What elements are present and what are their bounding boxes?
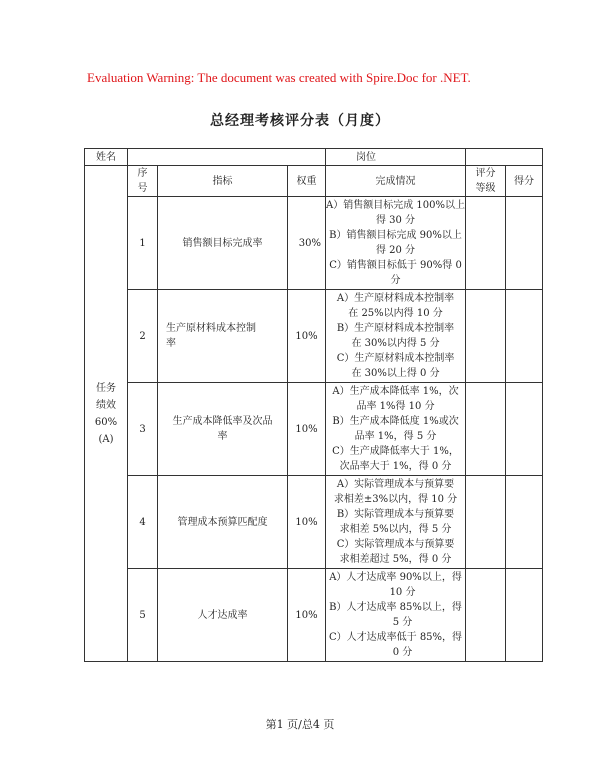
completion-line: B）生产成本降低度 1%或次 bbox=[332, 416, 459, 427]
row-completion bbox=[326, 290, 466, 383]
completion-line: 在 30%以内得 5 分 bbox=[351, 338, 440, 349]
position-label: 岗位 bbox=[326, 149, 466, 166]
completion-line: B）生产原材料成本控制率 bbox=[336, 323, 455, 334]
completion-line: C）实际管理成本与预算要 bbox=[336, 539, 455, 550]
row-indicator: 生产成本降低率及次品 率 bbox=[158, 383, 288, 476]
row-rating bbox=[466, 383, 506, 476]
position-field bbox=[466, 149, 543, 166]
completion-line: B）人才达成率 85%以上，得 bbox=[329, 602, 462, 613]
info-row bbox=[85, 149, 543, 166]
completion-line: A）生产原材料成本控制率 bbox=[336, 293, 455, 304]
name-label: 姓名 bbox=[85, 149, 128, 166]
completion-line: 5 分 bbox=[392, 617, 413, 628]
completion-line: 分 bbox=[390, 275, 401, 286]
completion-line: 在 25%以内得 10 分 bbox=[348, 308, 443, 319]
header-completion: 完成情况 bbox=[326, 166, 466, 197]
completion-line: 品率 1%得 10 分 bbox=[356, 401, 435, 412]
table-row bbox=[85, 197, 543, 290]
completion-line: 品率 1%，得 5 分 bbox=[354, 431, 437, 442]
row-indicator: 销售额目标完成率 bbox=[158, 197, 288, 290]
completion-line: 得 30 分 bbox=[375, 215, 416, 226]
header-indicator: 指标 bbox=[158, 166, 288, 197]
row-seq: 5 bbox=[128, 569, 158, 662]
completion-line: 在 30%以上得 0 分 bbox=[351, 368, 440, 379]
row-indicator: 人才达成率 bbox=[158, 569, 288, 662]
row-score bbox=[506, 197, 543, 290]
completion-line: A）销售额目标完成 100%以上 bbox=[326, 200, 466, 211]
completion-line: A）人才达成率 90%以上，得 bbox=[329, 572, 462, 583]
row-weight: 10% bbox=[288, 383, 326, 476]
header-seq: 序 号 bbox=[128, 166, 158, 197]
category-cell: 任务 绩效 60% (A) bbox=[85, 166, 128, 662]
completion-line: A）实际管理成本与预算要 bbox=[336, 479, 455, 490]
completion-line: C）销售额目标低于 90%得 0 bbox=[329, 260, 462, 271]
completion-line: C）生产原材料成本控制率 bbox=[336, 353, 455, 364]
table-row bbox=[85, 569, 543, 662]
row-seq: 1 bbox=[128, 197, 158, 290]
completion-line: 10 分 bbox=[389, 587, 416, 598]
completion-line: 得 20 分 bbox=[375, 245, 416, 256]
table-row bbox=[85, 383, 543, 476]
completion-line: C）人才达成率低于 85%，得 bbox=[328, 632, 463, 643]
header-weight: 权重 bbox=[288, 166, 326, 197]
row-rating bbox=[466, 197, 506, 290]
row-rating bbox=[466, 476, 506, 569]
row-weight: 10% bbox=[288, 569, 326, 662]
name-field bbox=[128, 149, 326, 166]
row-score bbox=[506, 569, 543, 662]
row-seq: 3 bbox=[128, 383, 158, 476]
row-seq: 4 bbox=[128, 476, 158, 569]
page-title: 总经理考核评分表（月度） bbox=[210, 113, 390, 129]
completion-line: 求相差 5%以内，得 5 分 bbox=[339, 524, 452, 535]
page-footer: 第1 页/总4 页 bbox=[265, 718, 335, 731]
table-row bbox=[85, 476, 543, 569]
row-score bbox=[506, 290, 543, 383]
table-row bbox=[85, 290, 543, 383]
completion-line: 次品率大于 1%，得 0 分 bbox=[339, 461, 452, 472]
row-score bbox=[506, 476, 543, 569]
row-rating bbox=[466, 290, 506, 383]
row-completion bbox=[326, 383, 466, 476]
completion-line: 求相差±3%以内，得 10 分 bbox=[333, 494, 458, 505]
header-score: 得分 bbox=[506, 166, 543, 197]
completion-line: 0 分 bbox=[392, 647, 413, 658]
header-row bbox=[85, 166, 543, 197]
row-indicator: 管理成本预算匹配度 bbox=[158, 476, 288, 569]
evaluation-table bbox=[84, 148, 543, 662]
completion-line: C）生产成降低率大于 1%， bbox=[332, 446, 459, 457]
completion-line: 求相差超过 5%，得 0 分 bbox=[339, 554, 452, 565]
row-indicator: 生产原材料成本控制 率 bbox=[158, 290, 288, 383]
completion-line: B）销售额目标完成 90%以上 bbox=[329, 230, 462, 241]
completion-line: B）实际管理成本与预算要 bbox=[336, 509, 455, 520]
row-weight: 10% bbox=[288, 290, 326, 383]
row-completion bbox=[326, 569, 466, 662]
row-weight: 30% bbox=[288, 197, 326, 290]
row-completion bbox=[326, 197, 466, 290]
completion-line: A）生产成本降低率 1%，次 bbox=[332, 386, 459, 397]
row-rating bbox=[466, 569, 506, 662]
row-weight: 10% bbox=[288, 476, 326, 569]
row-completion bbox=[326, 476, 466, 569]
evaluation-warning: Evaluation Warning: The document was created with Spire.Doc for .NET. bbox=[87, 70, 471, 85]
header-rating: 评分 等级 bbox=[466, 166, 506, 197]
row-score bbox=[506, 383, 543, 476]
row-seq: 2 bbox=[128, 290, 158, 383]
